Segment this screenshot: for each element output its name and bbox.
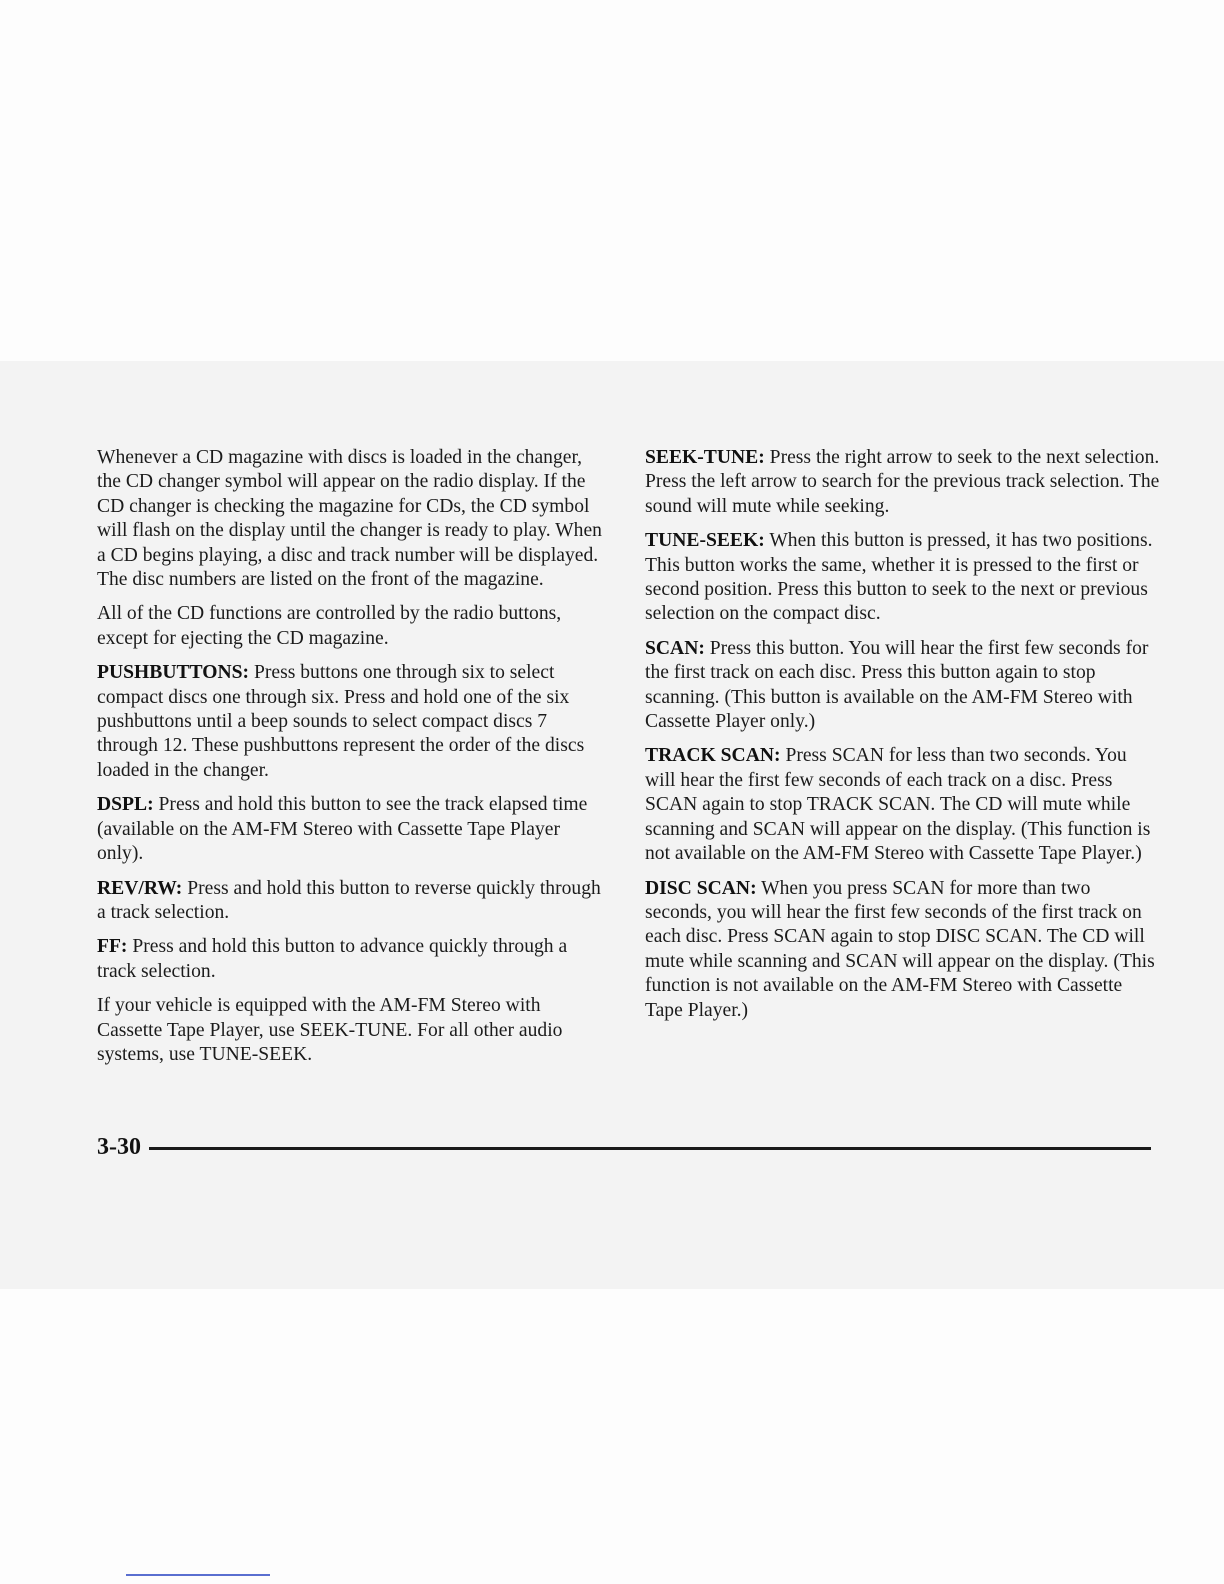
paragraph-rev-rw <box>97 877 609 926</box>
term-pushbuttons: PUSHBUTTONS: <box>97 662 250 684</box>
bottom-link-underline[interactable] <box>126 1574 270 1576</box>
term-rev-rw: REV/RW: <box>97 877 183 899</box>
paragraph-cd-magazine <box>97 446 609 592</box>
paragraph-text: Press this button. You will hear the first few seconds for the first track on each disc. Press this button again to stop scanning. (This button is available on the AM-FM Stereo with Cassette Player only.) <box>645 637 1149 733</box>
paragraph-seek-tune <box>645 446 1161 519</box>
paragraph-ff <box>97 935 609 984</box>
term-track-scan: TRACK SCAN: <box>645 745 781 767</box>
paragraph-text: Whenever a CD magazine with discs is loaded in the changer, the CD changer symbol will appear on the radio display. If the CD changer is checking the magazine for CDs, the CD symbol will flash on the display until the changer is ready to play. When a CD begins playing, a disc and track number will be displayed. The disc numbers are listed on the front of the magazine. <box>97 447 602 591</box>
footer-rule <box>149 1147 1151 1150</box>
term-disc-scan: DISC SCAN: <box>645 877 757 899</box>
paragraph-track-scan <box>645 744 1161 866</box>
paragraph-pushbuttons <box>97 661 609 783</box>
paragraph-tune-seek <box>645 529 1161 627</box>
paragraph-text: Press buttons one through six to select compact discs one through six. Press and hold one of the six pushbuttons until a beep sounds to select compact discs 7 through 12. These pushbuttons represent the order of the discs loaded in the changer. <box>97 662 585 781</box>
paragraph-seek-note <box>97 994 609 1067</box>
paragraph-text: All of the CD functions are controlled by the radio buttons, except for ejecting the CD magazine. <box>97 603 562 649</box>
paragraph-disc-scan <box>645 877 1161 1023</box>
paragraph-text: Press and hold this button to reverse quickly through a track selection. <box>97 877 601 923</box>
paragraph-dspl <box>97 793 609 866</box>
term-dspl: DSPL: <box>97 794 154 816</box>
paragraph-text: Press SCAN for less than two seconds. You will hear the first few seconds of each track on a disc. Press SCAN again to stop TRACK SCAN. The CD will mute while scanning and SCAN will appear on the display. (This function is not available on the AM-FM Stereo with Cassette Tape Player.) <box>645 745 1151 865</box>
paragraph-text: Press and hold this button to see the track elapsed time (available on the AM-FM Stereo with Cassette Tape Player only). <box>97 794 588 865</box>
paragraph-cd-functions <box>97 602 609 651</box>
paragraph-text: Press the right arrow to seek to the next selection. Press the left arrow to search for the previous track selection. The sound will mute while seeking. <box>645 447 1160 517</box>
term-scan: SCAN: <box>645 637 705 659</box>
paragraph-text: When you press SCAN for more than two seconds, you will hear the first few seconds of the first track on each disc. Press SCAN again to stop DISC SCAN. The CD will mute while scanning and SCAN will appear on the display. (This function is not available on the AM-FM Stereo with Cassette Tape Player.) <box>645 877 1155 1021</box>
right-column <box>645 446 1161 1033</box>
paragraph-text: If your vehicle is equipped with the AM-FM Stereo with Cassette Tape Player, use SEEK-TUNE. For all other audio systems, use TUNE-SEEK. <box>97 995 563 1065</box>
term-tune-seek: TUNE-SEEK: <box>645 530 765 552</box>
page-number: 3-30 <box>97 1133 141 1160</box>
paragraph-text: When this button is pressed, it has two positions. This button works the same, whether it is pressed to the first or second position. Press this button to seek to the next or previous selection on the compact disc. <box>645 530 1153 625</box>
left-column <box>97 446 609 1077</box>
paragraph-scan <box>645 637 1161 735</box>
term-ff: FF: <box>97 936 128 958</box>
paragraph-text: Press and hold this button to advance quickly through a track selection. <box>97 936 568 982</box>
term-seek-tune: SEEK-TUNE: <box>645 447 765 468</box>
page-footer <box>97 1132 1151 1162</box>
